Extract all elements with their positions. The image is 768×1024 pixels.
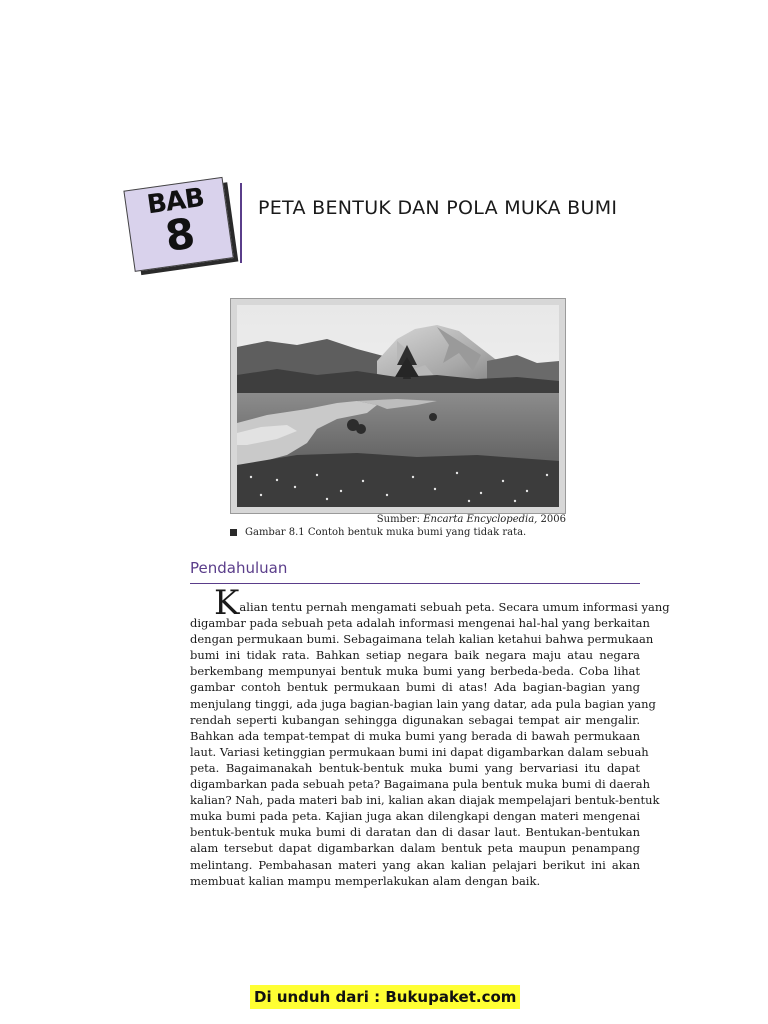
- chapter-badge: [123, 176, 239, 278]
- figure-frame: [230, 298, 566, 514]
- chapter-divider: [240, 183, 242, 263]
- drop-cap: K: [214, 583, 240, 623]
- body-line: dengan permukaan bumi. Sebagaimana telah kalian ketahui bahwa permukaan: [190, 632, 654, 647]
- figure-caption-text: Gambar 8.1 Contoh bentuk muka bumi yang tidak rata.: [245, 527, 527, 538]
- body-line: menjulang tinggi, ada juga bagian-bagian lain yang datar, ada pula bagian yang: [190, 696, 656, 711]
- body-paragraph: [190, 583, 670, 889]
- body-line: peta. Bagaimanakah bentuk-bentuk muka bumi yang bervariasi itu dapat: [190, 760, 640, 775]
- figure-source: [230, 514, 566, 525]
- source-name: Encarta Encyclopedia,: [423, 514, 538, 525]
- body-line-text: alian tentu pernah mengamati sebuah peta. Secara umum informasi yang: [239, 600, 670, 614]
- body-line: alam tersebut dapat digambarkan dalam bentuk peta maupun penampang: [190, 841, 640, 856]
- chapter-title: PETA BENTUK DAN POLA MUKA BUMI: [258, 197, 618, 219]
- figure-caption: [230, 527, 590, 538]
- body-line: gambar contoh bentuk permukaan bumi di atas! Ada bagian-bagian yang: [190, 680, 640, 695]
- body-line: bentuk-bentuk muka bumi di daratan dan di dasar laut. Bentukan-bentukan: [190, 825, 640, 840]
- landscape-photo: [237, 305, 559, 507]
- body-line: Bahkan ada tempat-tempat di muka bumi yang berada di bawah permukaan: [190, 728, 640, 743]
- source-year: 2006: [540, 514, 566, 525]
- body-line: rendah seperti kubangan sehingga digunakan sebagai tempat air mengalir.: [190, 712, 640, 727]
- body-line: bumi ini tidak rata. Bahkan setiap negara baik negara maju atau negara: [190, 648, 640, 663]
- body-line: berkembang mempunyai bentuk muka bumi yang berbeda-beda. Coba lihat: [190, 664, 640, 679]
- body-line: laut. Variasi ketinggian permukaan bumi ini dapat digambarkan dalam sebuah: [190, 744, 649, 759]
- source-prefix: Sumber:: [376, 514, 421, 525]
- section-divider: [190, 583, 640, 584]
- body-line: digambar pada sebuah peta adalah informasi mengenai hal-hal yang berkaitan: [190, 616, 650, 631]
- body-line: membuat kalian mampu memperlakukan alam dengan baik.: [190, 873, 541, 888]
- chapter-number: 8: [162, 208, 198, 262]
- chapter-badge-face: [123, 177, 233, 272]
- chapter-label: BAB: [145, 182, 206, 221]
- download-source-banner: Di unduh dari : Bukupaket.com: [250, 985, 520, 1009]
- section-heading: Pendahuluan: [190, 559, 288, 577]
- body-line: melintang. Pembahasan materi yang akan kalian pelajari berikut ini akan: [190, 857, 640, 872]
- caption-bullet-icon: [230, 529, 237, 536]
- body-line: muka bumi pada peta. Kajian juga akan dilengkapi dengan materi mengenai: [190, 809, 640, 824]
- body-line: kalian? Nah, pada materi bab ini, kalian akan diajak mempelajari bentuk-bentuk: [190, 793, 660, 808]
- body-line: [190, 583, 670, 623]
- body-line: digambarkan pada sebuah peta? Bagaimana pula bentuk muka bumi di daerah: [190, 777, 651, 792]
